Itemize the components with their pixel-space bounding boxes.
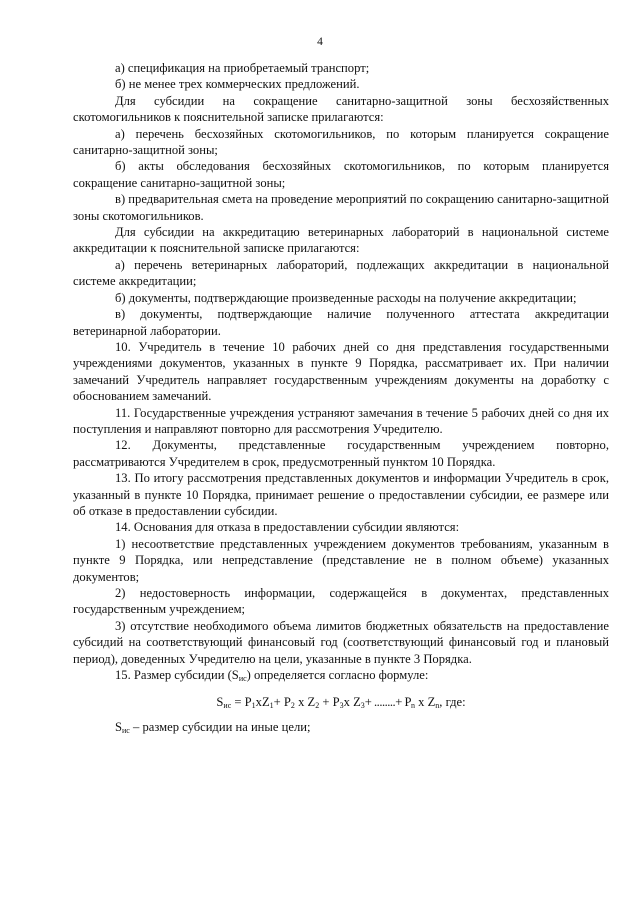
- p15-text-after: ) определяется согласно формуле:: [246, 668, 429, 683]
- paragraph: а) спецификация на приобретаемый транспорт;: [115, 61, 370, 75]
- paragraph: в) предварительная смета на проведение мероприятий по сокращению санитарно-защитной зоны скотомогильников.: [73, 192, 609, 223]
- subsidy-formula: [73, 691, 609, 713]
- paragraph: 2) недостоверность информации, содержащейся в документах, представленных государственным учреждением;: [73, 586, 609, 617]
- paragraph: в) документы, подтверждающие наличие полученного аттестата аккредитации ветеринарной лаборатории.: [73, 307, 609, 338]
- formula-subscript: ис: [223, 701, 232, 711]
- formula-part: + P: [319, 695, 340, 710]
- definition-text: – размер субсидии на иные цели;: [129, 720, 311, 735]
- p15-text-before: 15. Размер субсидии (S: [115, 668, 239, 683]
- formula-subscript: n: [435, 701, 440, 711]
- formula-part: x Z: [343, 695, 361, 710]
- paragraph: 11. Государственные учреждения устраняют замечания в течение 5 рабочих дней со дня их поступления и направляют повторно для рассмотрения Учредителю.: [73, 405, 609, 436]
- paragraph: 10. Учредитель в течение 10 рабочих дней со дня представления государственными учреждениями документов, указанных в пункте 9 Порядка, рассматривает их. При наличии замечаний Учредитель направляет государственным учреждениям документы на доработку с обоснованием замечаний.: [73, 339, 609, 404]
- paragraph: Для субсидии на сокращение санитарно-защитной зоны бесхозяйственных скотомогильников к пояснительной запискe прилагаются:: [73, 93, 609, 125]
- paragraph: а) перечень ветеринарных лабораторий, подлежащих аккредитации в национальной системе аккредитации;: [73, 257, 609, 289]
- formula-part: + ........+ P: [364, 695, 411, 710]
- paragraph: 12. Документы, представленные государственным учреждением повторно, рассматриваются Учредителем в срок, предусмотренный пунктом 10 Порядка.: [73, 438, 609, 469]
- formula-subscript: 1: [251, 701, 256, 711]
- paragraph: б) акты обследования бесхозяйных скотомогильников, по которым планируется сокращение санитарно-защитной зоны;: [73, 159, 609, 190]
- paragraph: 1) несоответствие представленных учреждением документов требованиям, указанным в пункте 9 Порядка, или непредставление (представление не в полном объеме) указанных документов;: [73, 536, 609, 584]
- document-body: [73, 60, 609, 736]
- formula-definition: [73, 719, 609, 735]
- paragraph: 3) отсутствие необходимого объема лимитов бюджетных обязательств на предоставление субсидий на соответствующий финансовый год (соответствующий финансовый год и плановый период), доведенных Учредителю на цели, указанные в пункте 3 Порядка.: [73, 618, 609, 666]
- formula-part: + P: [273, 695, 291, 710]
- formula-subscript: n: [410, 701, 415, 711]
- paragraph: Для субсидии на аккредитацию ветеринарных лабораторий в национальной системе аккредитации к пояснительной записке прилагаются:: [73, 225, 609, 256]
- paragraph: 13. По итогу рассмотрения представленных документов и информации Учредитель в срок, указанный в пункте 10 Порядка, принимает решение о предоставлении субсидии, ее размере или об отказе в предоставлении субсидии.: [73, 471, 609, 518]
- formula-subscript: 1: [269, 701, 274, 711]
- paragraph: а) перечень бесхозяйных скотомогильников, по которым планируется сокращение санитарно-защитной зоны;: [73, 126, 609, 158]
- formula-subscript: 2: [290, 701, 295, 711]
- formula-part: = P: [231, 695, 252, 710]
- formula-part: xZ: [255, 695, 270, 710]
- formula-subscript: 3: [360, 701, 365, 711]
- paragraph: б) документы, подтверждающие произведенные расходы на получение аккредитации;: [115, 290, 577, 305]
- formula-part: , где:: [439, 695, 466, 710]
- formula-symbol: S: [216, 695, 224, 710]
- page-number: 4: [317, 36, 323, 48]
- formula-subscript: 2: [315, 701, 320, 711]
- definition-subscript: ис: [122, 726, 130, 736]
- formula-part: x Z: [294, 695, 316, 710]
- paragraph: б) не менее трех коммерческих предложений.: [115, 77, 360, 92]
- paragraph-15: [73, 667, 609, 683]
- formula-part: x Z: [414, 695, 436, 710]
- paragraph: 14. Основания для отказа в предоставлении субсидии являются:: [115, 520, 460, 535]
- p15-subscript: ис: [238, 674, 247, 684]
- formula-subscript: 3: [339, 701, 344, 711]
- definition-symbol: S: [115, 720, 123, 735]
